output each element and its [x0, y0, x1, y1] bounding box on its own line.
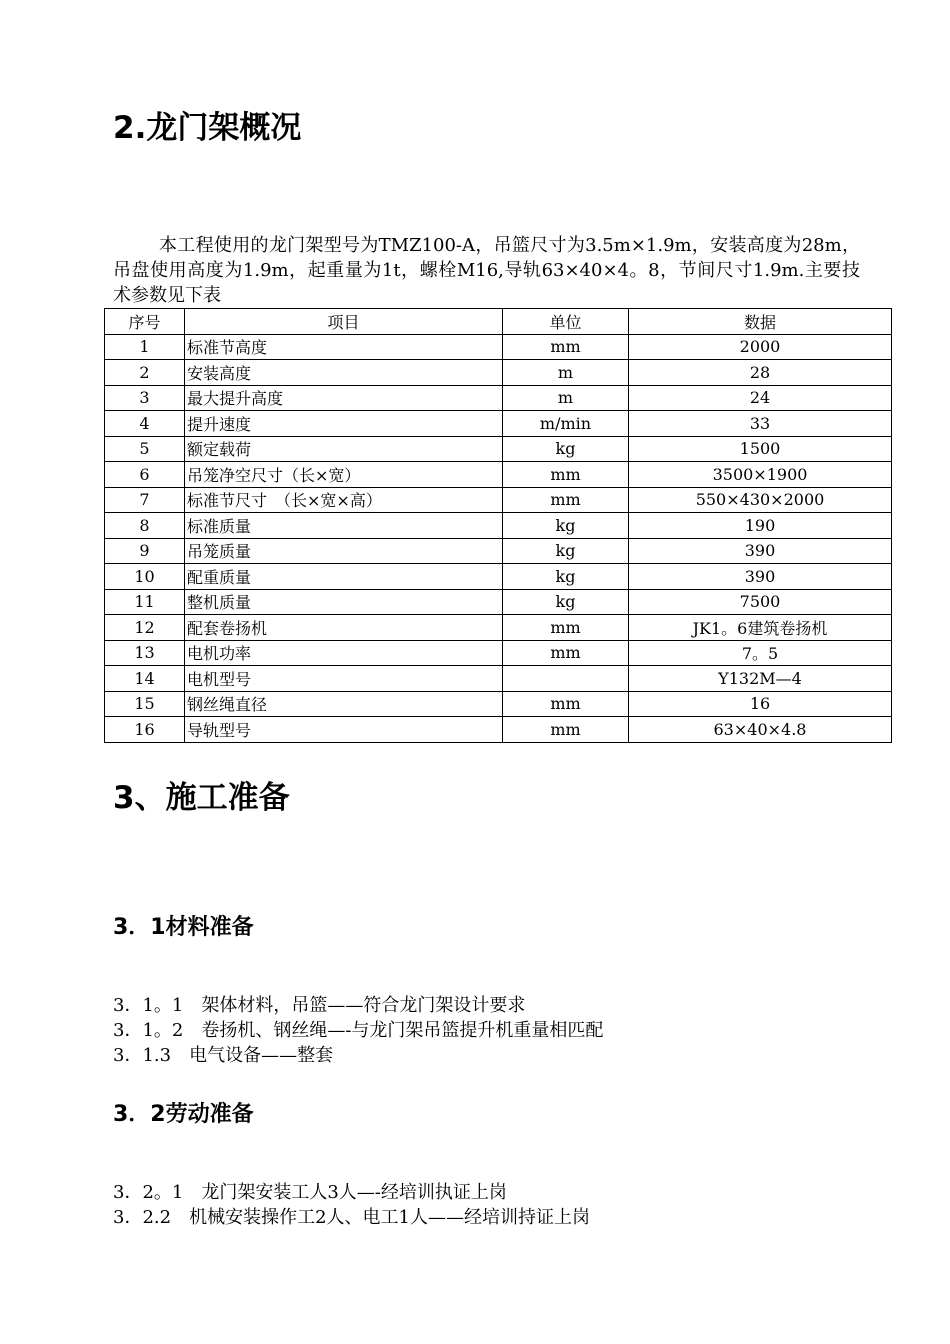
- table-cell: 11: [105, 589, 185, 615]
- table-cell: [503, 666, 629, 692]
- table-cell: 标准节高度: [185, 334, 503, 360]
- table-cell: kg: [503, 513, 629, 539]
- table-row: [105, 589, 892, 615]
- list-item: 3．1。1 架体材料，吊篮——符合龙门架设计要求: [113, 995, 526, 1016]
- table-row: [105, 666, 892, 692]
- header-cell: 单位: [503, 309, 629, 335]
- table-cell: 15: [105, 691, 185, 717]
- table-cell: 13: [105, 640, 185, 666]
- section-3-heading: 3、施工准备: [113, 780, 290, 816]
- table-cell: 4: [105, 411, 185, 437]
- header-cell: 序号: [105, 309, 185, 335]
- table-cell: 24: [629, 385, 892, 411]
- subsection-3-1-heading: 3．1材料准备: [113, 915, 254, 940]
- table-cell: 电机功率: [185, 640, 503, 666]
- table-cell: 33: [629, 411, 892, 437]
- table-cell: JK1。6建筑卷扬机: [629, 615, 892, 641]
- table-cell: 7500: [629, 589, 892, 615]
- table-cell: 2000: [629, 334, 892, 360]
- table-cell: 标准节尺寸 （长×宽×高）: [185, 487, 503, 513]
- table-row: [105, 462, 892, 488]
- table-cell: 390: [629, 564, 892, 590]
- table-cell: mm: [503, 640, 629, 666]
- table-cell: mm: [503, 717, 629, 743]
- table-cell: 1: [105, 334, 185, 360]
- table-row: [105, 487, 892, 513]
- table-cell: 标准质量: [185, 513, 503, 539]
- table-cell: m: [503, 360, 629, 386]
- table-cell: mm: [503, 691, 629, 717]
- table-cell: 5: [105, 436, 185, 462]
- table-cell: 7: [105, 487, 185, 513]
- list-item: 3．1.3 电气设备——整套: [113, 1045, 334, 1066]
- table-row: [105, 513, 892, 539]
- table-body: [105, 334, 892, 742]
- table-cell: 吊笼净空尺寸（长×宽）: [185, 462, 503, 488]
- table-cell: m: [503, 385, 629, 411]
- list-item: 3．1。2 卷扬机、钢丝绳—-与龙门架吊篮提升机重量相匹配: [113, 1020, 604, 1041]
- table-cell: 最大提升高度: [185, 385, 503, 411]
- intro-paragraph: 本工程使用的龙门架型号为TMZ100-A，吊篮尺寸为3.5m×1.9m，安装高度为28m，吊盘使用高度为1.9m，起重量为1t，螺栓M16,导轨63×40×4。8，节间尺寸1.9m.主要技术参数见下表: [113, 235, 860, 306]
- table-cell: 6: [105, 462, 185, 488]
- table-cell: 钢丝绳直径: [185, 691, 503, 717]
- table-row: [105, 640, 892, 666]
- spec-table: [104, 308, 892, 743]
- table-cell: 额定载荷: [185, 436, 503, 462]
- table-row: [105, 411, 892, 437]
- table-cell: 安装高度: [185, 360, 503, 386]
- table-cell: 配重质量: [185, 564, 503, 590]
- table-cell: 63×40×4.8: [629, 717, 892, 743]
- table-cell: 吊笼质量: [185, 538, 503, 564]
- table-row: [105, 717, 892, 743]
- table-cell: 3: [105, 385, 185, 411]
- table-cell: 整机质量: [185, 589, 503, 615]
- table-row: [105, 538, 892, 564]
- table-cell: 9: [105, 538, 185, 564]
- table-row: [105, 385, 892, 411]
- table-row: [105, 360, 892, 386]
- table-cell: 390: [629, 538, 892, 564]
- table-cell: kg: [503, 564, 629, 590]
- table-row: [105, 691, 892, 717]
- list-item: 3．2。1 龙门架安装工人3人—-经培训执证上岗: [113, 1182, 507, 1203]
- table-cell: mm: [503, 487, 629, 513]
- table-cell: 3500×1900: [629, 462, 892, 488]
- table-cell: kg: [503, 538, 629, 564]
- table-cell: kg: [503, 436, 629, 462]
- table-cell: 10: [105, 564, 185, 590]
- table-cell: kg: [503, 589, 629, 615]
- list-item: 3．2.2 机械安装操作工2人、电工1人——经培训持证上岗: [113, 1207, 590, 1228]
- table-cell: 16: [105, 717, 185, 743]
- table-cell: 2: [105, 360, 185, 386]
- table-cell: 1500: [629, 436, 892, 462]
- table-cell: 7。5: [629, 640, 892, 666]
- table-cell: Y132M—4: [629, 666, 892, 692]
- table-row: [105, 436, 892, 462]
- table-row: [105, 615, 892, 641]
- table-cell: 12: [105, 615, 185, 641]
- table-cell: mm: [503, 615, 629, 641]
- table-cell: 导轨型号: [185, 717, 503, 743]
- table-row: [105, 564, 892, 590]
- table-cell: m/min: [503, 411, 629, 437]
- table-cell: 28: [629, 360, 892, 386]
- table-row: [105, 334, 892, 360]
- table-cell: mm: [503, 334, 629, 360]
- table-cell: 14: [105, 666, 185, 692]
- table-cell: 550×430×2000: [629, 487, 892, 513]
- table-cell: mm: [503, 462, 629, 488]
- table-cell: 190: [629, 513, 892, 539]
- table-cell: 16: [629, 691, 892, 717]
- table-cell: 电机型号: [185, 666, 503, 692]
- table-cell: 提升速度: [185, 411, 503, 437]
- section-2-heading: 2.龙门架概况: [113, 110, 302, 146]
- subsection-3-2-heading: 3．2劳动准备: [113, 1102, 254, 1127]
- table-header-row: [105, 309, 892, 335]
- header-cell: 项目: [185, 309, 503, 335]
- table-cell: 配套卷扬机: [185, 615, 503, 641]
- table-cell: 8: [105, 513, 185, 539]
- header-cell: 数据: [629, 309, 892, 335]
